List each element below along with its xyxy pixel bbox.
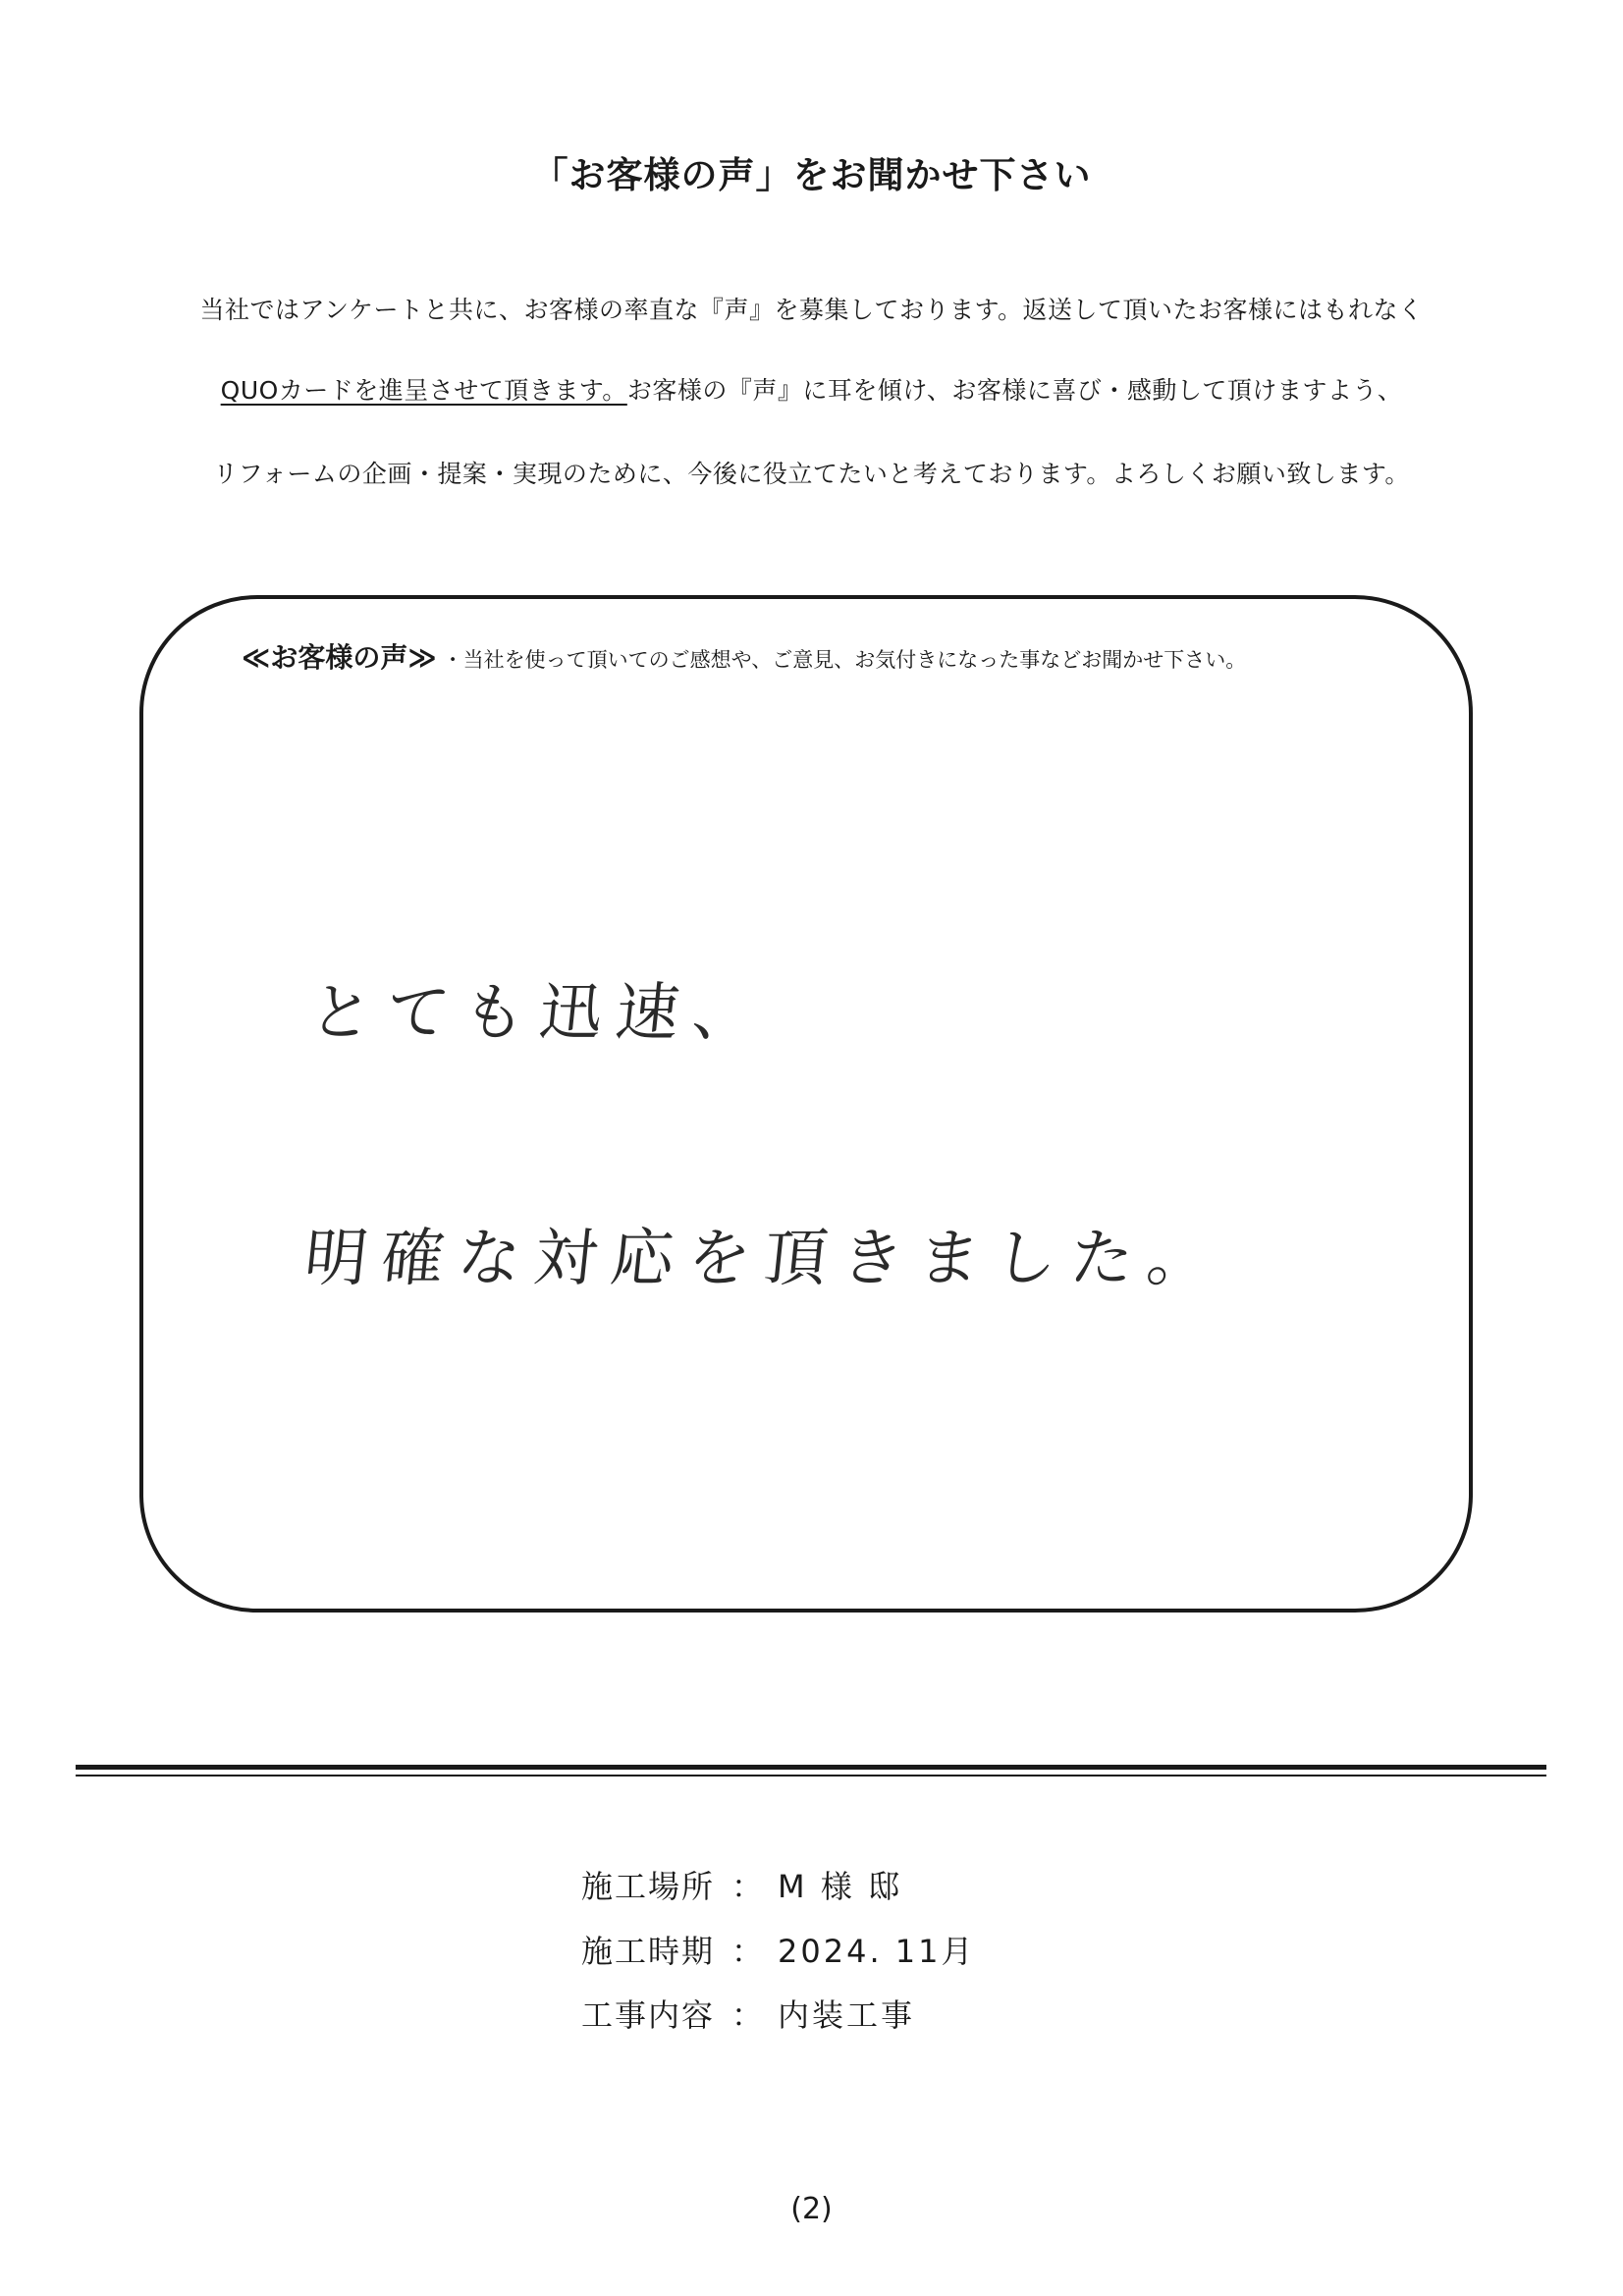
intro-line-2	[0, 371, 1623, 407]
voice-label: ≪お客様の声≫	[242, 641, 437, 674]
period-value: 2024. 11月	[778, 1933, 976, 1970]
location-separator: ：	[730, 1868, 763, 1905]
location-label: 施工場所	[581, 1868, 716, 1905]
work-label: 工事内容	[581, 1996, 716, 2034]
page-number: (2)	[790, 2192, 833, 2226]
divider-thick	[76, 1765, 1546, 1770]
intro-line-3: リフォームの企画・提案・実現のために、今後に役立てたいと考えております。よろしくお願い致します。	[213, 460, 1410, 488]
handwritten-comment-line-2: 明確な対応を頂きました。	[300, 1223, 1228, 1295]
intro-line-1: 当社ではアンケートと共に、お客様の率直な『声』を募集しております。返送して頂いたお客様にはもれなく	[199, 296, 1424, 324]
divider-thin	[76, 1775, 1546, 1777]
work-separator: ：	[730, 1996, 763, 2034]
quo-card-notice: QUOカードを進呈させて頂きます。	[220, 376, 627, 405]
intro-line-2-rest: お客様の『声』に耳を傾け、お客様に喜び・感動して頂けますよう、	[626, 376, 1403, 405]
info-row-work	[581, 1991, 915, 2036]
customer-voice-box	[139, 595, 1473, 1613]
work-value: 内装工事	[778, 1996, 916, 2034]
info-row-period	[581, 1927, 976, 1972]
info-row-location	[581, 1862, 902, 1907]
location-value: M 様 邸	[778, 1868, 902, 1905]
voice-prompt: ・当社を使って頂いてのご感想や、ご意見、お気付きになった事などお聞かせ下さい。	[442, 648, 1247, 672]
period-separator: ：	[730, 1933, 763, 1970]
page-title: 「お客様の声」をお聞かせ下さい	[531, 154, 1092, 196]
voice-header	[242, 636, 1246, 676]
handwritten-comment-line-1: とても迅速、	[305, 977, 774, 1050]
period-label: 施工時期	[581, 1933, 716, 1970]
